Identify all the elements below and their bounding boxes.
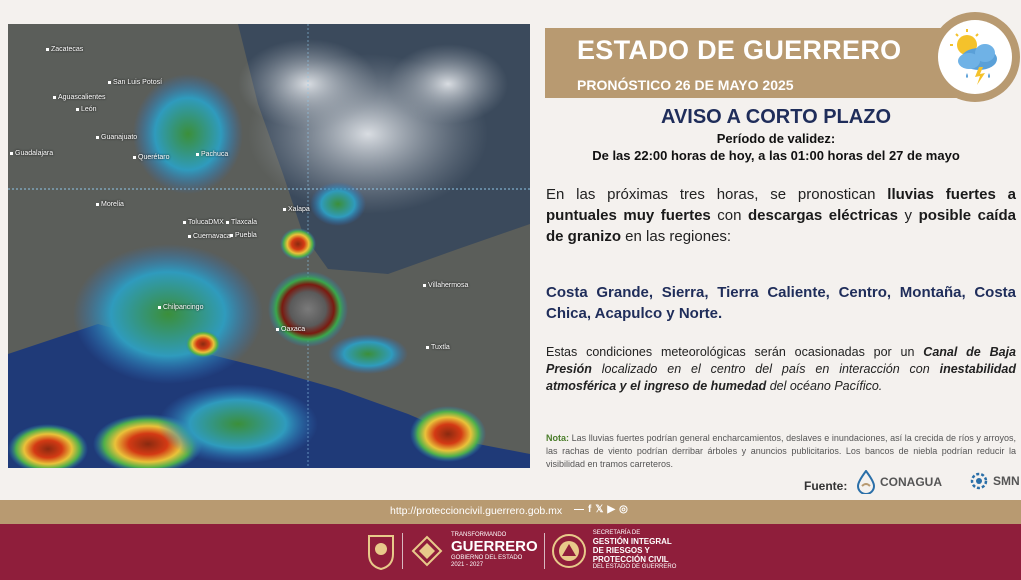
coat-of-arms-icon: [366, 531, 396, 571]
brand-years: 2021 - 2027: [451, 562, 484, 568]
map-city-label: Xalapa: [283, 206, 310, 213]
social-links: [574, 504, 628, 515]
map-city-label: Cuernavaca: [188, 233, 231, 240]
conagua-name: CONAGUA: [880, 475, 942, 489]
weather-badge: [930, 12, 1020, 102]
satellite-map: [8, 24, 530, 468]
text-italic: localizado en el centro del país en interacción con: [591, 362, 940, 376]
note-label: Nota:: [546, 433, 569, 443]
note-text: Las lluvias fuertes podrían general encharcamientos, deslaves e inundaciones, así la crecida de ríos y arroyos, las rachas de viento podrían derribar árboles y anuncios publicitarios. Los bancos de niebla podrían reducir la visibilidad en tramos carreteros.: [546, 433, 1016, 469]
text-bold: descargas eléctricas: [748, 207, 898, 224]
brand-line: TRANSFORMANDO: [451, 532, 507, 538]
map-city-label: Pachuca: [196, 151, 228, 158]
gear-icon: [968, 470, 990, 492]
text-fragment: Estas condiciones meteorológicas serán ocasionadas por un: [546, 345, 924, 359]
separator: —: [574, 504, 584, 515]
map-city-label: Zacatecas: [46, 46, 83, 53]
map-city-label: Querétaro: [133, 154, 170, 161]
map-city-label: San Luis Potosí: [108, 79, 162, 86]
brand-line: PROTECCIÓN CIVIL: [592, 555, 669, 564]
map-city-label: Chilpancingo: [158, 304, 203, 311]
website-link[interactable]: http://proteccioncivil.guerrero.gob.mx: [390, 505, 563, 517]
smn-logo: [968, 470, 1020, 492]
map-city-label: León: [76, 106, 97, 113]
map-city-label: Puebla: [230, 232, 257, 239]
guerrero-logo-icon: [409, 533, 445, 569]
note: [546, 432, 1016, 471]
divider: [544, 533, 545, 569]
divider: [402, 533, 403, 569]
state-government-brand: [451, 532, 538, 569]
source-label: Fuente:: [804, 479, 848, 493]
forecast-date: PRONÓSTICO 26 DE MAYO 2025: [577, 77, 794, 93]
brand-line: GESTIÓN INTEGRAL: [592, 537, 672, 546]
header-banner: [545, 28, 975, 98]
map-city-label: Oaxaca: [276, 326, 305, 333]
forecast-paragraph: [546, 184, 1016, 247]
text-fragment: con: [710, 207, 749, 224]
storm-cloud-icon: [945, 27, 1005, 87]
page-title: ESTADO DE GUERRERO: [577, 35, 902, 65]
brand-line: DEL ESTADO DE GUERRERO: [592, 564, 677, 570]
civil-protection-icon: [551, 533, 587, 569]
map-city-label: TolucaDMX: [183, 219, 224, 226]
map-city-label: Morelia: [96, 201, 124, 208]
text-fragment: En las próximas tres horas, se pronostican: [546, 186, 888, 203]
youtube-icon[interactable]: ▶: [607, 504, 616, 515]
satellite-image: [8, 24, 530, 468]
notice-title: AVISO A CORTO PLAZO: [660, 106, 891, 128]
validity-period: De las 22:00 horas de hoy, a las 01:00 horas del 27 de mayo: [592, 148, 960, 163]
text-italic: del océano Pacífico.: [766, 379, 883, 393]
instagram-icon[interactable]: ◎: [619, 504, 628, 515]
cause-paragraph: [546, 344, 1016, 395]
text-fragment: en las regiones:: [621, 228, 732, 245]
text-bold: lluvias fuertes a puntuales muy fuertes: [546, 186, 1016, 224]
facebook-icon[interactable]: f: [588, 504, 592, 515]
regions-list: Costa Grande, Sierra, Tierra Caliente, Centro, Montaña, Costa Chica, Acapulco y Norte.: [546, 284, 1016, 322]
map-city-label: Aguascalientes: [53, 94, 105, 101]
brand-name: GUERRERO: [451, 538, 538, 555]
brand-line: DE RIESGOS Y: [592, 546, 650, 555]
brand-line: GOBIERNO DEL ESTADO: [451, 555, 523, 561]
map-city-label: Tuxtla: [426, 344, 450, 351]
map-city-label: Guanajuato: [96, 134, 137, 141]
brand-line: SECRETARÍA DE: [592, 530, 641, 536]
civil-protection-brand: [593, 530, 677, 571]
validity-label: Período de validez:: [716, 131, 836, 146]
map-city-label: Villahermosa: [423, 282, 468, 289]
water-drop-icon: [856, 470, 876, 494]
smn-name: SMN: [993, 474, 1020, 488]
text-bold: posible caída de granizo: [546, 207, 1016, 245]
x-icon[interactable]: 𝕏: [595, 504, 604, 515]
footer-logos: [366, 530, 676, 571]
text-bold-italic: Canal de Baja Presión: [546, 345, 1016, 376]
map-city-label: Guadalajara: [10, 150, 53, 157]
text-bold-italic: inestabilidad atmosférica y el ingreso de humedad: [546, 362, 1016, 393]
conagua-logo: [856, 470, 942, 494]
map-city-label: Tlaxcala: [226, 219, 257, 226]
text-fragment: y: [898, 207, 919, 224]
